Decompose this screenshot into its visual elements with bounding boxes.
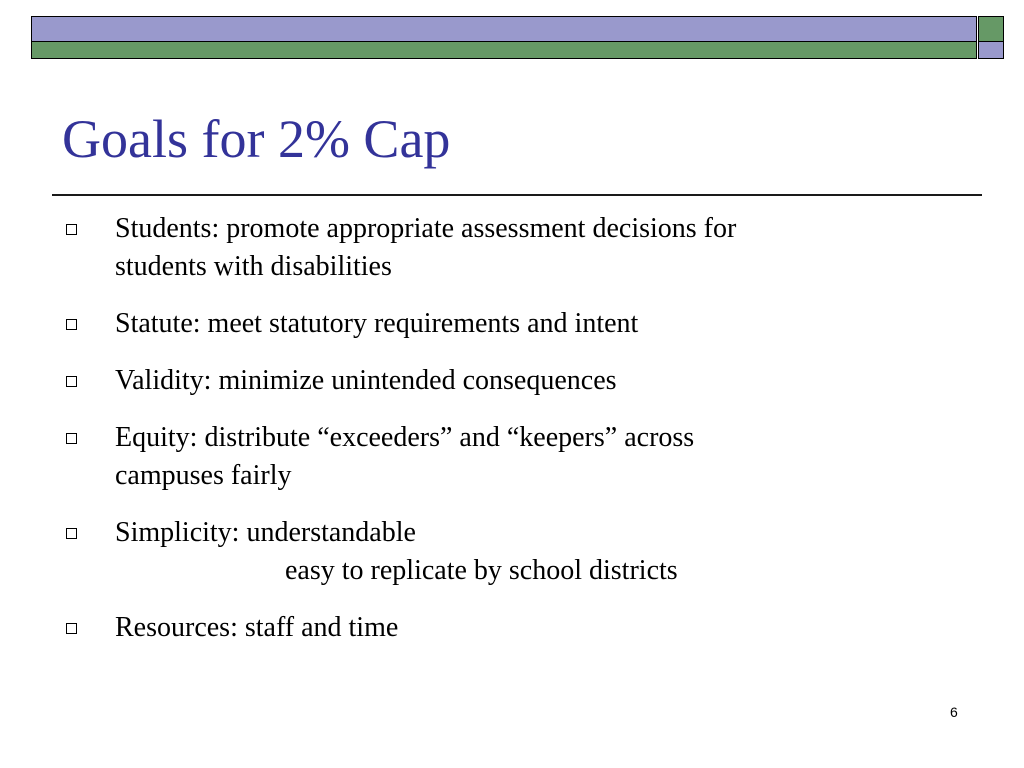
bullet-text: Resources: staff and time [115, 612, 399, 643]
bullet-text: easy to replicate by school districts [285, 555, 678, 586]
hollow-square-icon [66, 433, 77, 444]
bullet-item-equity [62, 419, 962, 495]
bullet-text: campuses fairly [115, 460, 292, 491]
bullet-text: Students: promote appropriate assessment decisions for [115, 213, 737, 244]
header-bar-purple [31, 16, 977, 42]
header-bar-green [31, 42, 977, 59]
bullet-item-statute [62, 305, 962, 343]
header-square-purple [978, 42, 1004, 59]
bullet-text: Equity: distribute “exceeders” and “keepers” across [115, 422, 695, 453]
bullet-text: Simplicity: understandable [115, 517, 416, 548]
slide-title: Goals for 2% Cap [62, 109, 451, 169]
hollow-square-icon [66, 623, 77, 634]
hollow-square-icon [66, 376, 77, 387]
bullet-text: Validity: minimize unintended consequences [115, 365, 617, 396]
header-square-green [978, 16, 1004, 42]
bullet-list [62, 210, 962, 666]
page-number: 6 [950, 704, 958, 720]
bullet-item-resources [62, 609, 962, 647]
bullet-item-validity [62, 362, 962, 400]
bullet-item-students [62, 210, 962, 286]
hollow-square-icon [66, 528, 77, 539]
bullet-item-simplicity [62, 514, 962, 590]
bullet-text: Statute: meet statutory requirements and intent [115, 308, 639, 339]
title-divider [52, 194, 982, 196]
hollow-square-icon [66, 224, 77, 235]
hollow-square-icon [66, 319, 77, 330]
bullet-text: students with disabilities [115, 251, 392, 282]
